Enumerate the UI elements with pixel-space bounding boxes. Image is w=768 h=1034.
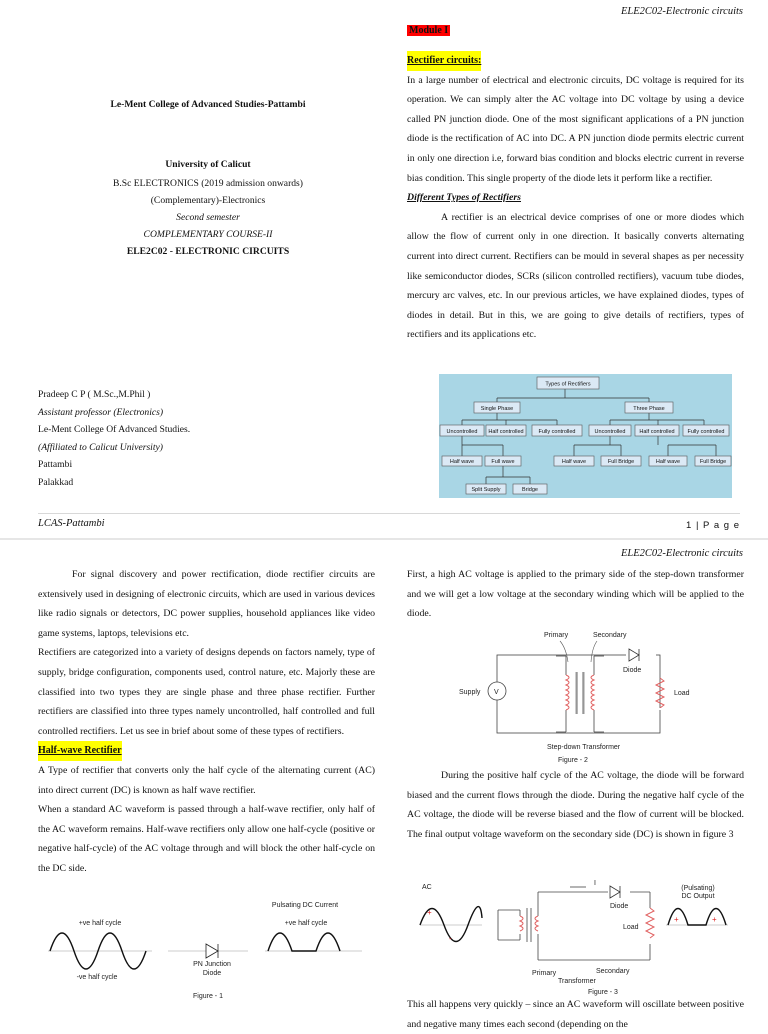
page-header: ELE2C02-Electronic circuits bbox=[621, 6, 743, 17]
fig1-caption: Figure - 1 bbox=[193, 993, 223, 1000]
fig1-diode-label-2: Diode bbox=[202, 970, 222, 977]
course-code: ELE2C02 - ELECTRONIC CIRCUITS bbox=[126, 246, 290, 257]
fig1-neg-half: -ve half cycle bbox=[76, 974, 118, 981]
page-number: 1 | P a g e bbox=[686, 520, 740, 531]
types-heading: Different Types of Rectifiers bbox=[407, 192, 521, 204]
fig1-pulsating-wave bbox=[268, 933, 340, 951]
svg-text:+: + bbox=[427, 908, 432, 917]
left-paragraph-1: For signal discovery and power rectification, diode rectifier circuits are extensively used in designing of electronic circuits, which are used in various devices like radio signals or detectors, DC power supplies, household appliances like video game systems, laptops, televisions etc. bbox=[38, 569, 375, 639]
fig1-pos-half-right: +ve half cycle bbox=[284, 920, 328, 927]
figure-1-half-wave bbox=[40, 895, 370, 1007]
svg-text:+: + bbox=[674, 915, 679, 924]
fig2-supply-label: Supply bbox=[459, 689, 481, 696]
fig2-transformer-label: Step-down Transformer bbox=[547, 744, 621, 751]
left-column-page2 bbox=[38, 565, 375, 879]
author-institution: Le-Ment College Of Advanced Studies. bbox=[38, 424, 191, 436]
author-name: Pradeep C P ( M.Sc.,M.Phil ) bbox=[38, 389, 151, 400]
document-page-2 bbox=[0, 540, 768, 1030]
half-wave-title: Half-wave Rectifier bbox=[38, 741, 122, 761]
fig2-primary-label: Primary bbox=[544, 632, 569, 639]
tree-single-phase: Single Phase bbox=[480, 406, 514, 412]
fig3-output-label-2: DC Output bbox=[681, 893, 715, 900]
tree-three-phase: Three Phase bbox=[633, 406, 665, 412]
fig1-pulsating-label: Pulsating DC Current bbox=[271, 902, 339, 909]
intro-paragraph: In a large number of electrical and electronic circuits, DC voltage is required for its operation. We can simply alter the AC voltage into DC voltage by using a device called PN junction diode. One of the most significant applications of a PN junction diode is the rectification of AC into DC. A PN junction diode permits electric current in only one direction i.e, forward bias condition and blocks electric current in reverse bias condition. This single property of the diode lets it perform like a rectifier. bbox=[407, 74, 744, 184]
author-block bbox=[38, 386, 190, 492]
fig3-ac-label: AC bbox=[422, 884, 432, 891]
fig2-secondary-label: Secondary bbox=[593, 632, 627, 639]
figure-2-step-down bbox=[440, 628, 720, 764]
fig3-i-label: I bbox=[594, 880, 596, 887]
tree-split-supply: Split Supply bbox=[471, 487, 501, 493]
half-wave-paragraph-2: When a standard AC waveform is passed through a half-wave rectifier, only half of the AC waveform remains. Half-wave rectifiers only allow one half-cycle (positive or negative half-cycle) of the AC voltage through and will block the other half-cycle on the DC side. bbox=[38, 804, 375, 874]
fig3-load-label: Load bbox=[623, 924, 639, 931]
tree-half-wave-3: Half wave bbox=[655, 459, 681, 465]
semester-label: Second semester bbox=[176, 212, 240, 223]
fig3-output-label-1: (Pulsating) bbox=[681, 885, 715, 892]
fig1-pos-half-left: +ve half cycle bbox=[78, 920, 122, 927]
fig2-caption: Figure - 2 bbox=[558, 757, 588, 764]
fig3-caption: Figure - 3 bbox=[588, 989, 618, 996]
tree-uncontrolled-1: Uncontrolled bbox=[446, 429, 478, 435]
svg-text:+: + bbox=[712, 915, 717, 924]
course-type-label: COMPLEMENTARY COURSE-II bbox=[143, 229, 273, 240]
right-paragraph-1: First, a high AC voltage is applied to the primary side of the step-down transformer and we will get a low voltage at the secondary winding which will be applied to the diode. bbox=[407, 569, 744, 620]
page-header-2: ELE2C02-Electronic circuits bbox=[621, 548, 743, 559]
author-district: Palakkad bbox=[38, 476, 74, 488]
right-paragraph-2: During the positive half cycle of the AC voltage, the diode will be forward biased and the current flows through the diode. During the negative half cycle of the AC voltage, the diode will be reverse biased and the flow of current will be blocked. The final output voltage waveform on the secondary side (DC) is shown in figure 3 bbox=[407, 770, 744, 840]
footer-divider bbox=[38, 513, 740, 514]
tree-uncontrolled-2: Uncontrolled bbox=[594, 429, 626, 435]
course-name: B.Sc ELECTRONICS (2019 admission onwards) bbox=[112, 178, 303, 189]
rectifier-types-diagram bbox=[439, 374, 732, 498]
types-paragraph: A rectifier is an electrical device comprises of one or more diodes which allow the flow of current only in one direction. It basically converts alternating current into direct current. Rectifiers can be mould in several shapes as per necessity like semiconductor diodes, SCRs (silicon controlled rectifiers), vacuum tube diodes, mercury arc valves, etc. In our previous articles, we have explained diodes, types of diodes in detail. But in this, we are going to give details of rectifiers, types of rectifiers and its applications etc. bbox=[407, 211, 744, 341]
fig3-transformer-label: Transformer bbox=[558, 978, 596, 985]
fig3-secondary-coil bbox=[535, 916, 538, 931]
author-affiliation: (Affiliated to Calicut University) bbox=[38, 441, 163, 453]
right-column-page2-b bbox=[407, 766, 744, 844]
tree-half-controlled-1: Half controlled bbox=[488, 429, 524, 435]
right-column-page2-c bbox=[407, 995, 744, 1034]
fig3-secondary-label: Secondary bbox=[596, 968, 630, 975]
fig2-diode-label: Diode bbox=[623, 667, 642, 674]
section-title: Rectifier circuits: bbox=[407, 51, 481, 71]
tree-full-wave: Full wave bbox=[491, 459, 515, 465]
left-paragraph-2: Rectifiers are categorized into a variety of designs depends on factors namely, type of supply, bridge configuration, components used, control nature, etc. Majorly these are classified into two types they are single phase and three phase rectifier. Further rectifiers are classified into three types namely uncontrolled, half controlled and full controlled rectifiers. Let us see in brief about some of these types of rectifiers. bbox=[38, 647, 375, 737]
tree-half-wave-1: Half wave bbox=[449, 459, 475, 465]
tree-half-wave-2: Half wave bbox=[561, 459, 587, 465]
svg-text:-: - bbox=[449, 934, 452, 943]
fig3-primary-label: Primary bbox=[532, 970, 557, 977]
fig2-load-label: Load bbox=[674, 690, 690, 697]
right-column-page1 bbox=[407, 51, 744, 345]
complementary-label: (Complementary)-Electronics bbox=[150, 195, 266, 206]
fig3-diode-label: Diode bbox=[610, 903, 629, 910]
university-name: University of Calicut bbox=[165, 159, 251, 170]
fig1-diode-symbol bbox=[206, 944, 218, 958]
half-wave-paragraph-1: A Type of rectifier that converts only the half cycle of the alternating current (AC) into direct current (DC) is known as half wave rectifier. bbox=[38, 764, 375, 796]
tree-half-controlled-2: Half controlled bbox=[639, 429, 675, 435]
tree-fully-controlled-1: Fully controlled bbox=[538, 429, 576, 435]
fig3-primary-coil bbox=[520, 916, 523, 931]
tree-full-bridge-1: Full Bridge bbox=[607, 459, 635, 465]
author-title: Assistant professor (Electronics) bbox=[38, 406, 164, 418]
module-badge: Module I bbox=[409, 25, 449, 36]
fig3-load-resistor bbox=[646, 908, 654, 938]
tree-full-bridge-2: Full Bridge bbox=[699, 459, 727, 465]
fig1-diode-label-1: PN Junction bbox=[193, 961, 231, 968]
fig2-v-label: V bbox=[494, 689, 499, 696]
college-name: Le-Ment College of Advanced Studies-Pattambi bbox=[110, 99, 306, 110]
tree-bridge: Bridge bbox=[522, 487, 538, 493]
figure-3-output bbox=[410, 878, 740, 998]
tree-fully-controlled-2: Fully controlled bbox=[687, 429, 725, 435]
author-city: Pattambi bbox=[38, 459, 73, 471]
tree-root: Types of Rectifiers bbox=[545, 381, 591, 388]
right-column-page2 bbox=[407, 565, 744, 624]
footer-college: LCAS-Pattambi bbox=[38, 518, 105, 529]
right-paragraph-3: This all happens very quickly – since an AC waveform will oscillate between positive and negative many times each second (depending on the bbox=[407, 999, 744, 1030]
